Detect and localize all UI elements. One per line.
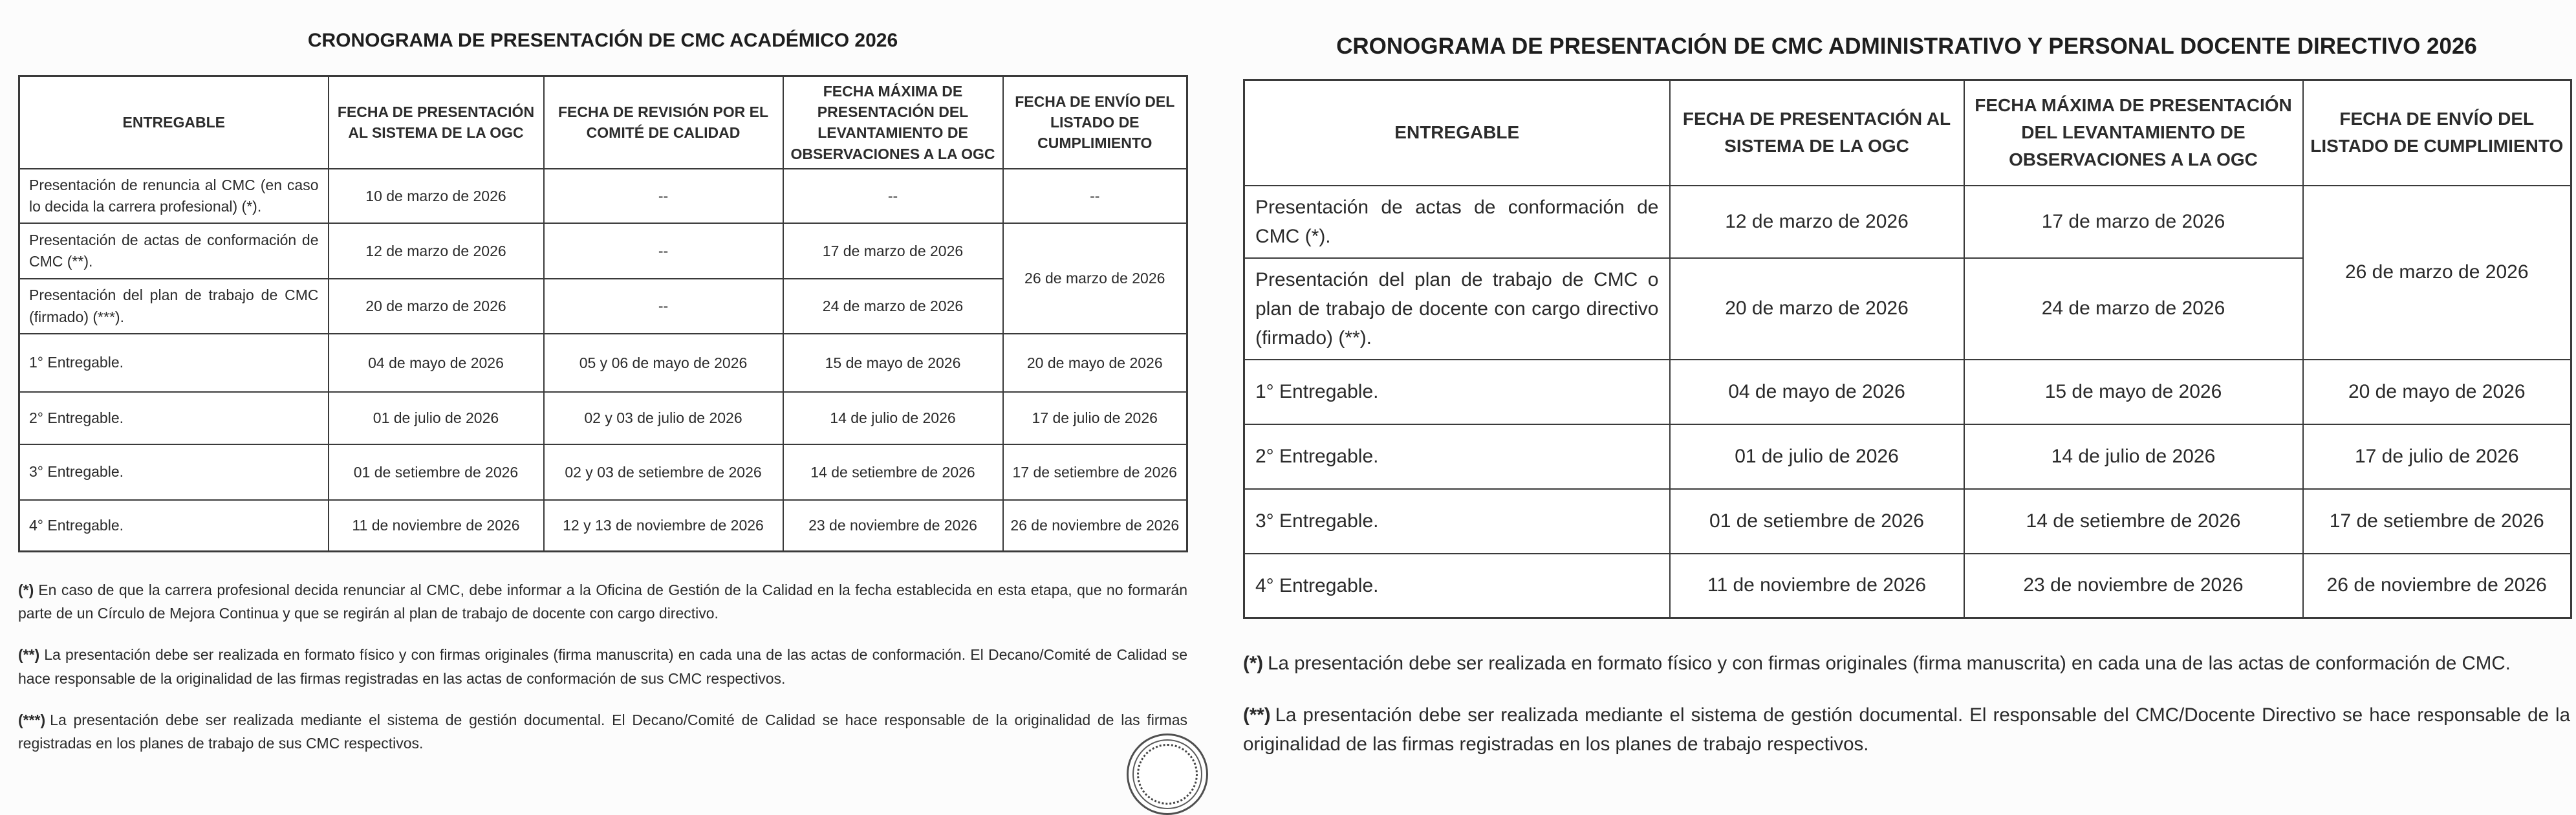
table-cell: Presentación del plan de trabajo de CMC (firmado) (***). [19,279,329,334]
table-cell: 01 de setiembre de 2026 [1670,489,1964,554]
column-header: FECHA MÁXIMA DE PRESENTACIÓN DEL LEVANTAMIENTO DE OBSERVACIONES A LA OGC [783,76,1003,169]
table-cell: Presentación del plan de trabajo de CMC o plan de trabajo de docente con cargo directivo (firmado) (**). [1244,258,1670,360]
table-row [19,223,1187,279]
table-row [1244,554,2571,618]
table-cell: 14 de setiembre de 2026 [1964,489,2303,554]
column-header: FECHA DE PRESENTACIÓN AL SISTEMA DE LA OGC [1670,80,1964,186]
footnote-text: La presentación debe ser realizada mediante el sistema de gestión documental. El Decano/Comité de Calidad se hace responsable de la originalidad de las firmas registradas en los planes de trabajo de sus CMC respectivos. [18,711,1187,752]
table-cell: 1° Entregable. [19,334,329,392]
left-footnotes [18,578,1187,755]
table-cell: Presentación de renuncia al CMC (en caso lo decida la carrera profesional) (*). [19,169,329,224]
table-cell: 4° Entregable. [1244,554,1670,618]
table-cell: 26 de noviembre de 2026 [2303,554,2571,618]
table-header-row [19,76,1187,169]
table-cell: 15 de mayo de 2026 [783,334,1003,392]
table-cell: 12 de marzo de 2026 [1670,186,1964,258]
table-row [19,169,1187,224]
table-cell: 11 de noviembre de 2026 [1670,554,1964,618]
table-cell-merged: 26 de marzo de 2026 [2303,186,2571,360]
table-cell: 14 de julio de 2026 [783,392,1003,444]
right-page [1243,34,2570,781]
footnote [1243,701,2570,759]
table-cell: -- [544,279,783,334]
footnote-text: La presentación debe ser realizada en formato físico y con firmas originales (firma manuscrita) en cada una de las actas de conformación. El Decano/Comité de Calidad se hace responsable de la originalidad de las firmas registradas en las actas de conformación de sus CMC respectivos. [18,646,1187,687]
table-cell: 3° Entregable. [1244,489,1670,554]
table-row [1244,186,2571,258]
table-header-row [1244,80,2571,186]
table-cell: 04 de mayo de 2026 [329,334,544,392]
table-cell: -- [783,169,1003,224]
column-header: ENTREGABLE [1244,80,1670,186]
table-cell: 24 de marzo de 2026 [783,279,1003,334]
table-cell: 2° Entregable. [1244,424,1670,489]
footnote [18,643,1187,690]
table-cell: 02 y 03 de setiembre de 2026 [544,444,783,500]
table-cell: 17 de julio de 2026 [1003,392,1187,444]
right-footnotes [1243,649,2570,759]
table-cell: 26 de noviembre de 2026 [1003,500,1187,551]
footnote-marker: (**) [1243,704,1271,726]
table-cell: 1° Entregable. [1244,360,1670,424]
seal-stamp-icon [1127,734,1208,815]
table-cell: Presentación de actas de conformación de CMC (*). [1244,186,1670,258]
footnote-text: La presentación debe ser realizada en formato físico y con firmas originales (firma manuscrita) en cada una de las actas de conformación de CMC. [1268,653,2511,674]
table-cell: -- [544,169,783,224]
table-cell: 17 de marzo de 2026 [783,223,1003,279]
table-cell: 17 de setiembre de 2026 [2303,489,2571,554]
table-cell: 20 de mayo de 2026 [2303,360,2571,424]
table-cell: 10 de marzo de 2026 [329,169,544,224]
footnote [18,708,1187,755]
table-cell: Presentación de actas de conformación de CMC (**). [19,223,329,279]
footnote-marker: (*) [18,581,34,598]
footnote-marker: (**) [18,646,40,664]
table-cell: 02 y 03 de julio de 2026 [544,392,783,444]
table-cell: -- [1003,169,1187,224]
table-row [19,444,1187,500]
table-row [19,334,1187,392]
footnote-text: La presentación debe ser realizada mediante el sistema de gestión documental. El responsable del CMC/Docente Directivo se hace responsable de la originalidad de las firmas registradas en los planes de trabajo respectivos. [1243,704,2570,755]
footnote-marker: (*) [1243,653,1264,674]
left-schedule-table [18,75,1188,552]
table-cell: 11 de noviembre de 2026 [329,500,544,551]
table-row [19,500,1187,551]
table-cell: 05 y 06 de mayo de 2026 [544,334,783,392]
table-cell: 17 de setiembre de 2026 [1003,444,1187,500]
table-cell: 01 de setiembre de 2026 [329,444,544,500]
table-cell: -- [544,223,783,279]
table-cell: 17 de marzo de 2026 [1964,186,2303,258]
right-page-title: CRONOGRAMA DE PRESENTACIÓN DE CMC ADMINISTRATIVO Y PERSONAL DOCENTE DIRECTIVO 2026 [1336,34,2477,59]
table-cell-merged: 26 de marzo de 2026 [1003,223,1187,334]
seal-ring-inner [1137,744,1198,805]
table-cell: 23 de noviembre de 2026 [783,500,1003,551]
table-cell: 15 de mayo de 2026 [1964,360,2303,424]
table-row [1244,360,2571,424]
footnote-text: En caso de que la carrera profesional decida renunciar al CMC, debe informar a la Oficina de Gestión de la Calidad en la fecha establecida en esta etapa, que no formarán parte de un Círculo de Mejora Continua y que se regirán al plan de trabajo de docente con cargo directivo. [18,581,1187,622]
column-header: FECHA MÁXIMA DE PRESENTACIÓN DEL LEVANTAMIENTO DE OBSERVACIONES A LA OGC [1964,80,2303,186]
right-schedule-table [1243,79,2572,619]
column-header: FECHA DE ENVÍO DEL LISTADO DE CUMPLIMIENTO [2303,80,2571,186]
table-cell: 4° Entregable. [19,500,329,551]
table-cell: 12 de marzo de 2026 [329,223,544,279]
table-cell: 01 de julio de 2026 [329,392,544,444]
table-cell: 3° Entregable. [19,444,329,500]
table-cell: 20 de mayo de 2026 [1003,334,1187,392]
table-cell: 14 de julio de 2026 [1964,424,2303,489]
column-header: FECHA DE REVISIÓN POR EL COMITÉ DE CALIDAD [544,76,783,169]
table-cell: 24 de marzo de 2026 [1964,258,2303,360]
footnote [1243,649,2570,679]
column-header: FECHA DE ENVÍO DEL LISTADO DE CUMPLIMIENTO [1003,76,1187,169]
table-cell: 12 y 13 de noviembre de 2026 [544,500,783,551]
table-cell: 14 de setiembre de 2026 [783,444,1003,500]
footnote [18,578,1187,625]
left-page-title: CRONOGRAMA DE PRESENTACIÓN DE CMC ACADÉMICO 2026 [307,30,898,51]
left-page [18,30,1187,774]
table-cell: 23 de noviembre de 2026 [1964,554,2303,618]
table-cell: 2° Entregable. [19,392,329,444]
table-cell: 17 de julio de 2026 [2303,424,2571,489]
table-row [1244,424,2571,489]
footnote-marker: (***) [18,711,46,728]
column-header: ENTREGABLE [19,76,329,169]
table-cell: 20 de marzo de 2026 [329,279,544,334]
table-row [1244,489,2571,554]
table-cell: 04 de mayo de 2026 [1670,360,1964,424]
table-cell: 01 de julio de 2026 [1670,424,1964,489]
table-row [19,392,1187,444]
table-cell: 20 de marzo de 2026 [1670,258,1964,360]
column-header: FECHA DE PRESENTACIÓN AL SISTEMA DE LA OGC [329,76,544,169]
